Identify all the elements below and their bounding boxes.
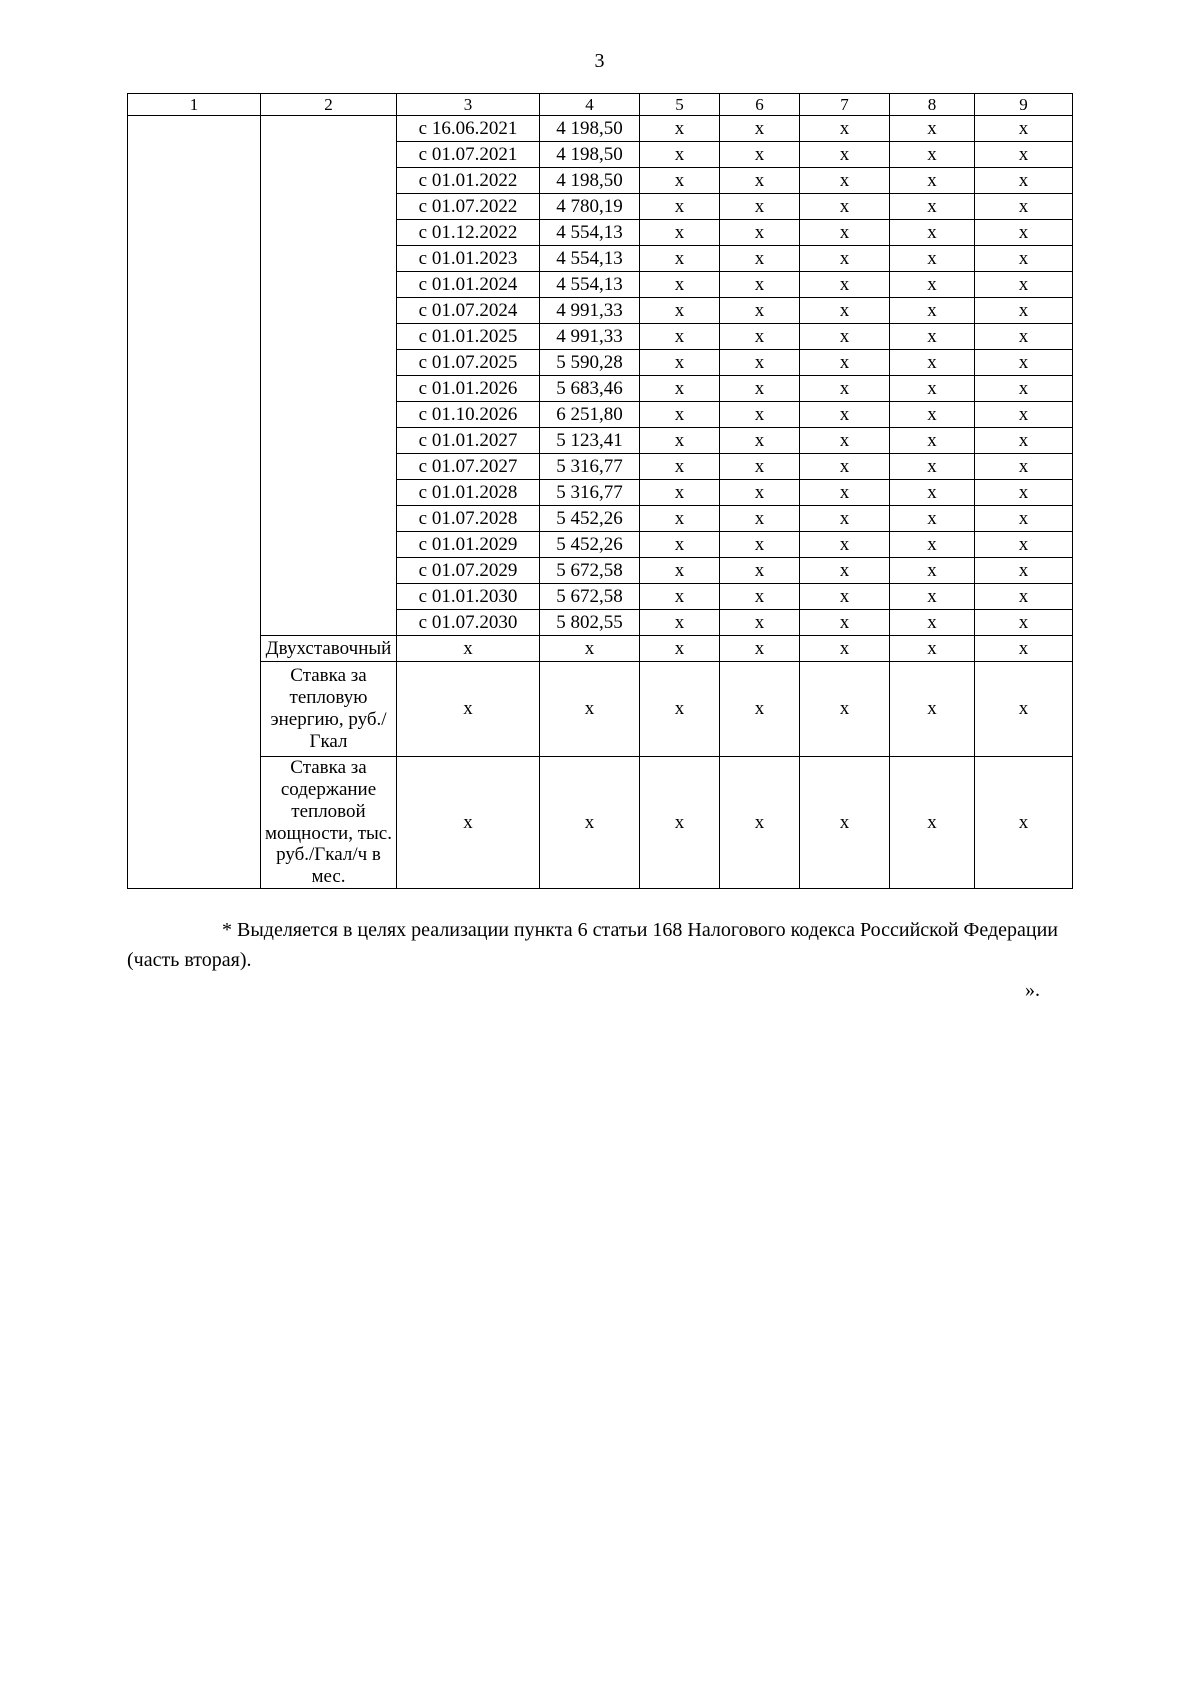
x-marker-cell: х [720, 506, 800, 532]
table-header-row [128, 94, 1073, 116]
x-marker-cell: х [397, 636, 540, 662]
row-label-cell: Двухставочный [261, 636, 397, 662]
date-cell: с 01.01.2029 [397, 532, 540, 558]
x-marker-cell: х [975, 402, 1073, 428]
x-marker-cell: х [975, 584, 1073, 610]
table-row [128, 636, 1073, 662]
x-marker-cell: х [890, 142, 975, 168]
value-cell: 4 991,33 [540, 324, 640, 350]
x-marker-cell: х [890, 402, 975, 428]
x-marker-cell: х [640, 402, 720, 428]
x-marker-cell: х [975, 757, 1073, 889]
x-marker-cell: х [720, 220, 800, 246]
value-cell: 5 672,58 [540, 558, 640, 584]
date-cell: с 01.01.2028 [397, 480, 540, 506]
value-cell: 4 198,50 [540, 168, 640, 194]
x-marker-cell: х [640, 454, 720, 480]
x-marker-cell: х [800, 454, 890, 480]
x-marker-cell: х [975, 168, 1073, 194]
x-marker-cell: х [975, 454, 1073, 480]
x-marker-cell: х [975, 662, 1073, 757]
x-marker-cell: х [800, 220, 890, 246]
date-cell: с 01.01.2022 [397, 168, 540, 194]
x-marker-cell: х [640, 142, 720, 168]
x-marker-cell: х [800, 662, 890, 757]
date-cell: с 01.01.2027 [397, 428, 540, 454]
x-marker-cell: х [640, 532, 720, 558]
x-marker-cell: х [890, 506, 975, 532]
value-cell: 4 554,13 [540, 220, 640, 246]
column-number-header: 9 [975, 94, 1073, 116]
date-cell: с 01.07.2027 [397, 454, 540, 480]
x-marker-cell: х [890, 757, 975, 889]
x-marker-cell: х [640, 350, 720, 376]
x-marker-cell: х [800, 757, 890, 889]
value-cell: 4 554,13 [540, 246, 640, 272]
x-marker-cell: х [540, 636, 640, 662]
value-cell: 5 452,26 [540, 532, 640, 558]
x-marker-cell: х [890, 194, 975, 220]
value-cell: 5 683,46 [540, 376, 640, 402]
x-marker-cell: х [800, 246, 890, 272]
x-marker-cell: х [890, 116, 975, 142]
x-marker-cell: х [975, 272, 1073, 298]
value-cell: 5 802,55 [540, 610, 640, 636]
x-marker-cell: х [640, 558, 720, 584]
x-marker-cell: х [397, 662, 540, 757]
col1-empty-cell [128, 116, 261, 889]
x-marker-cell: х [720, 584, 800, 610]
date-cell: с 01.01.2024 [397, 272, 540, 298]
table-row [128, 116, 1073, 142]
date-cell: с 01.12.2022 [397, 220, 540, 246]
x-marker-cell: х [975, 506, 1073, 532]
x-marker-cell: х [540, 757, 640, 889]
x-marker-cell: х [720, 428, 800, 454]
x-marker-cell: х [720, 272, 800, 298]
x-marker-cell: х [975, 558, 1073, 584]
x-marker-cell: х [800, 142, 890, 168]
x-marker-cell: х [640, 480, 720, 506]
x-marker-cell: х [800, 116, 890, 142]
x-marker-cell: х [640, 636, 720, 662]
x-marker-cell: х [640, 757, 720, 889]
x-marker-cell: х [720, 142, 800, 168]
x-marker-cell: х [800, 168, 890, 194]
date-cell: с 01.07.2028 [397, 506, 540, 532]
value-cell: 6 251,80 [540, 402, 640, 428]
x-marker-cell: х [640, 428, 720, 454]
column-number-header: 5 [640, 94, 720, 116]
x-marker-cell: х [720, 558, 800, 584]
row-label-cell: Ставка за содержание тепловой мощности, тыс. руб./Гкал/ч в мес. [261, 757, 397, 889]
x-marker-cell: х [890, 532, 975, 558]
value-cell: 4 780,19 [540, 194, 640, 220]
date-cell: с 01.07.2021 [397, 142, 540, 168]
x-marker-cell: х [720, 116, 800, 142]
table-body [128, 116, 1073, 889]
x-marker-cell: х [800, 194, 890, 220]
x-marker-cell: х [890, 584, 975, 610]
x-marker-cell: х [890, 298, 975, 324]
value-cell: 4 198,50 [540, 116, 640, 142]
x-marker-cell: х [640, 194, 720, 220]
x-marker-cell: х [640, 116, 720, 142]
value-cell: 5 316,77 [540, 454, 640, 480]
x-marker-cell: х [800, 506, 890, 532]
x-marker-cell: х [975, 532, 1073, 558]
x-marker-cell: х [800, 272, 890, 298]
x-marker-cell: х [975, 480, 1073, 506]
date-cell: с 01.01.2026 [397, 376, 540, 402]
col2-empty-cell [261, 116, 397, 636]
table-row [128, 662, 1073, 757]
x-marker-cell: х [720, 757, 800, 889]
x-marker-cell: х [720, 532, 800, 558]
x-marker-cell: х [800, 532, 890, 558]
x-marker-cell: х [975, 610, 1073, 636]
x-marker-cell: х [890, 662, 975, 757]
x-marker-cell: х [640, 662, 720, 757]
x-marker-cell: х [720, 610, 800, 636]
x-marker-cell: х [890, 324, 975, 350]
x-marker-cell: х [890, 350, 975, 376]
column-number-header: 8 [890, 94, 975, 116]
x-marker-cell: х [975, 220, 1073, 246]
date-cell: с 01.07.2024 [397, 298, 540, 324]
value-cell: 4 554,13 [540, 272, 640, 298]
value-cell: 5 590,28 [540, 350, 640, 376]
x-marker-cell: х [800, 480, 890, 506]
x-marker-cell: х [890, 376, 975, 402]
x-marker-cell: х [720, 376, 800, 402]
x-marker-cell: х [640, 506, 720, 532]
x-marker-cell: х [640, 376, 720, 402]
x-marker-cell: х [640, 584, 720, 610]
table-row [128, 757, 1073, 889]
x-marker-cell: х [890, 428, 975, 454]
x-marker-cell: х [800, 324, 890, 350]
column-number-header: 7 [800, 94, 890, 116]
date-cell: с 01.07.2029 [397, 558, 540, 584]
x-marker-cell: х [720, 662, 800, 757]
x-marker-cell: х [800, 428, 890, 454]
x-marker-cell: х [800, 636, 890, 662]
date-cell: с 01.01.2023 [397, 246, 540, 272]
x-marker-cell: х [890, 636, 975, 662]
value-cell: 4 991,33 [540, 298, 640, 324]
x-marker-cell: х [720, 454, 800, 480]
date-cell: с 01.07.2025 [397, 350, 540, 376]
x-marker-cell: х [720, 402, 800, 428]
x-marker-cell: х [975, 636, 1073, 662]
x-marker-cell: х [975, 194, 1073, 220]
x-marker-cell: х [975, 376, 1073, 402]
x-marker-cell: х [890, 454, 975, 480]
date-cell: с 01.01.2025 [397, 324, 540, 350]
x-marker-cell: х [640, 610, 720, 636]
x-marker-cell: х [890, 558, 975, 584]
column-number-header: 2 [261, 94, 397, 116]
x-marker-cell: х [640, 298, 720, 324]
tariff-table [127, 93, 1073, 889]
column-number-header: 6 [720, 94, 800, 116]
x-marker-cell: х [720, 636, 800, 662]
value-cell: 5 123,41 [540, 428, 640, 454]
x-marker-cell: х [890, 220, 975, 246]
x-marker-cell: х [890, 610, 975, 636]
x-marker-cell: х [890, 480, 975, 506]
x-marker-cell: х [720, 324, 800, 350]
x-marker-cell: х [975, 142, 1073, 168]
value-cell: 4 198,50 [540, 142, 640, 168]
x-marker-cell: х [640, 246, 720, 272]
value-cell: 5 452,26 [540, 506, 640, 532]
x-marker-cell: х [720, 246, 800, 272]
x-marker-cell: х [540, 662, 640, 757]
x-marker-cell: х [800, 350, 890, 376]
x-marker-cell: х [640, 168, 720, 194]
x-marker-cell: х [640, 324, 720, 350]
x-marker-cell: х [720, 298, 800, 324]
date-cell: с 01.01.2030 [397, 584, 540, 610]
x-marker-cell: х [975, 350, 1073, 376]
x-marker-cell: х [800, 584, 890, 610]
x-marker-cell: х [800, 298, 890, 324]
column-number-header: 3 [397, 94, 540, 116]
x-marker-cell: х [720, 480, 800, 506]
x-marker-cell: х [890, 168, 975, 194]
x-marker-cell: х [890, 246, 975, 272]
x-marker-cell: х [890, 272, 975, 298]
column-number-header: 4 [540, 94, 640, 116]
x-marker-cell: х [397, 757, 540, 889]
footnote: * Выделяется в целях реализации пункта 6 статьи 168 Налогового кодекса Российской Федерации (часть вторая). [127, 919, 1059, 972]
x-marker-cell: х [640, 272, 720, 298]
date-cell: с 01.10.2026 [397, 402, 540, 428]
date-cell: с 01.07.2022 [397, 194, 540, 220]
x-marker-cell: х [975, 298, 1073, 324]
date-cell: с 01.07.2030 [397, 610, 540, 636]
x-marker-cell: х [720, 350, 800, 376]
x-marker-cell: х [800, 558, 890, 584]
column-number-header: 1 [128, 94, 261, 116]
page-number: 3 [594, 50, 605, 72]
value-cell: 5 672,58 [540, 584, 640, 610]
date-cell: с 16.06.2021 [397, 116, 540, 142]
x-marker-cell: х [975, 246, 1073, 272]
row-label-cell: Ставка за тепловую энергию, руб./Гкал [261, 662, 397, 757]
x-marker-cell: х [800, 402, 890, 428]
x-marker-cell: х [640, 220, 720, 246]
x-marker-cell: х [800, 610, 890, 636]
x-marker-cell: х [975, 324, 1073, 350]
x-marker-cell: х [975, 116, 1073, 142]
closing-quote: ». [1025, 979, 1040, 1002]
x-marker-cell: х [720, 194, 800, 220]
value-cell: 5 316,77 [540, 480, 640, 506]
x-marker-cell: х [975, 428, 1073, 454]
x-marker-cell: х [720, 168, 800, 194]
x-marker-cell: х [800, 376, 890, 402]
